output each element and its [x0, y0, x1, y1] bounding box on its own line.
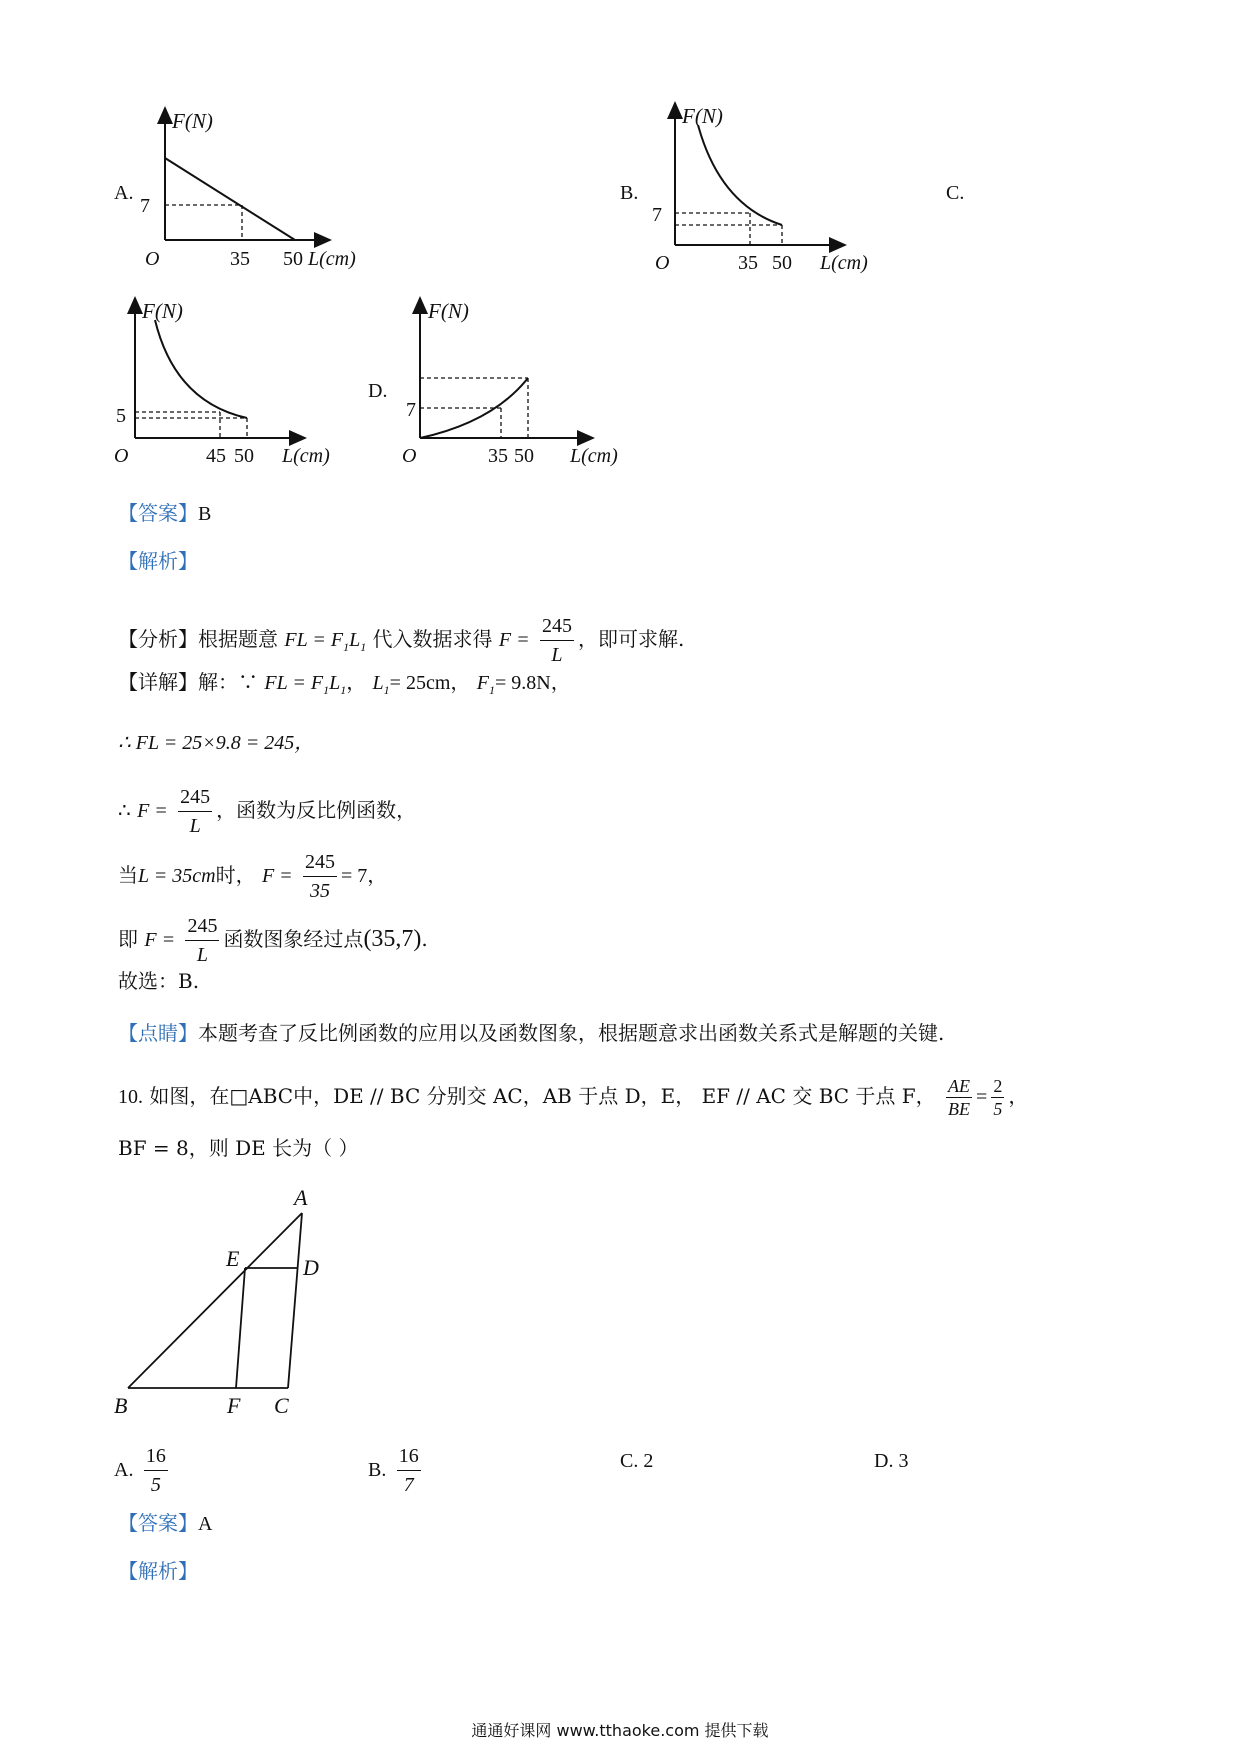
triangle-figure — [110, 1185, 340, 1429]
y-axis-label: F(N) — [682, 104, 723, 128]
analysis-tag: 【解析】 — [118, 549, 198, 573]
line-graph — [165, 158, 295, 240]
origin-label: O — [145, 248, 160, 270]
fenxi-eq: FL = $F_1L_1$ — [284, 629, 367, 654]
x-axis-label: L(cm) — [570, 445, 618, 467]
q10-option-c: C. 2 — [620, 1450, 654, 1472]
option-c-label: C. — [946, 182, 965, 204]
y-axis-label: F(N) — [172, 109, 213, 133]
choose-line: 故选：B. — [118, 969, 200, 993]
x-tick-2: 50 — [772, 252, 792, 274]
x-axis-label: L(cm) — [308, 248, 356, 270]
y-tick: 7 — [140, 195, 150, 217]
answer-line — [118, 498, 211, 529]
x-axis-label: L(cm) — [820, 252, 868, 274]
q10-option-a: A. $\frac{16}{5}$ — [114, 1442, 172, 1499]
y-axis-label: F(N) — [142, 299, 183, 323]
origin-label: O — [402, 445, 417, 467]
q10-option-b: B. $\frac{16}{7}$ — [368, 1442, 425, 1499]
vertex-d: D — [303, 1255, 319, 1280]
origin-label: O — [655, 252, 670, 274]
option-d-label: D. — [368, 380, 388, 402]
fraction-245-over-L: $\frac{245}{L}$ — [540, 612, 574, 669]
curve-graph — [155, 320, 247, 418]
curve-graph — [698, 125, 782, 225]
xiangjie-line: 【详解】解：∵ FL = $F_1L_1$， $L_1= 25cm$， $F_1= 9.8N$， — [118, 670, 571, 697]
x-tick-1: 35 — [230, 248, 250, 270]
x-tick-2: 50 — [234, 445, 254, 467]
footer-text: 通通好课网 www.tthaoke.com 提供下载 — [471, 1721, 769, 1740]
option-a-graph — [130, 100, 370, 274]
y-tick: 7 — [652, 204, 662, 226]
question-number: 10. — [118, 1086, 143, 1108]
q10-option-d: D. 3 — [874, 1450, 909, 1472]
x-tick-1: 45 — [206, 445, 226, 467]
y-tick: 7 — [406, 399, 416, 421]
y-tick: 5 — [116, 405, 126, 427]
option-a-label: A. — [114, 182, 134, 204]
vertex-f: F — [227, 1393, 241, 1418]
option-c-graph — [110, 290, 350, 474]
analysis-heading — [118, 546, 198, 576]
answer-tag: 【答案】 — [118, 501, 198, 525]
x-tick-1: 35 — [488, 445, 508, 467]
step-3: 当L = 35cm时， F = $\frac{245}{35}$ = 7， — [118, 848, 387, 905]
option-b-label: B. — [620, 182, 639, 204]
answer-value: B — [198, 503, 212, 525]
step-1: ∴ FL = 25×9.8 = 245， — [118, 732, 315, 754]
y-axis-label: F(N) — [428, 299, 469, 323]
q10-answer-line: 【答案】A — [118, 1511, 213, 1535]
q10-stem-line1: 10. 如图，在□ABC中，DE // BC 分别交 AC，AB 于点 D，E， EF // AC 交 BC 于点 F， $\frac{AE}{BE}$ = $\frac{2}{5}$ ， — [118, 1076, 1029, 1119]
x-tick-2: 50 — [283, 248, 303, 270]
fenxi-line: 【分析】根据题意 FL = $F_1L_1$ 代入数据求得 F = $\frac{245}{L}$ ，即可求解. — [118, 612, 684, 669]
step-4: 即 F = $\frac{245}{L}$ 函数图象经过点(35,7). — [118, 912, 428, 969]
q10-stem-line2: BF = 8，则 DE 长为（ ） — [118, 1136, 359, 1160]
origin-label: O — [114, 445, 129, 467]
vertex-c: C — [274, 1393, 289, 1418]
x-tick-2: 50 — [514, 445, 534, 467]
fenxi-tag: 【分析】 — [118, 627, 198, 651]
option-b-graph — [640, 95, 890, 279]
vertex-b: B — [114, 1393, 128, 1418]
q10-analysis-heading: 【解析】 — [118, 1559, 198, 1583]
vertex-a: A — [294, 1185, 308, 1210]
dianjing-line: 【点睛】本题考查了反比例函数的应用以及函数图象，根据题意求出函数关系式是解题的关键. — [118, 1021, 945, 1045]
vertex-e: E — [226, 1246, 240, 1271]
x-tick-1: 35 — [738, 252, 758, 274]
step-2: ∴ F = $\frac{245}{L}$ ，函数为反比例函数， — [118, 783, 416, 840]
option-d-graph — [398, 290, 638, 474]
x-axis-label: L(cm) — [282, 445, 330, 467]
xiangjie-tag: 【详解】 — [118, 670, 198, 694]
